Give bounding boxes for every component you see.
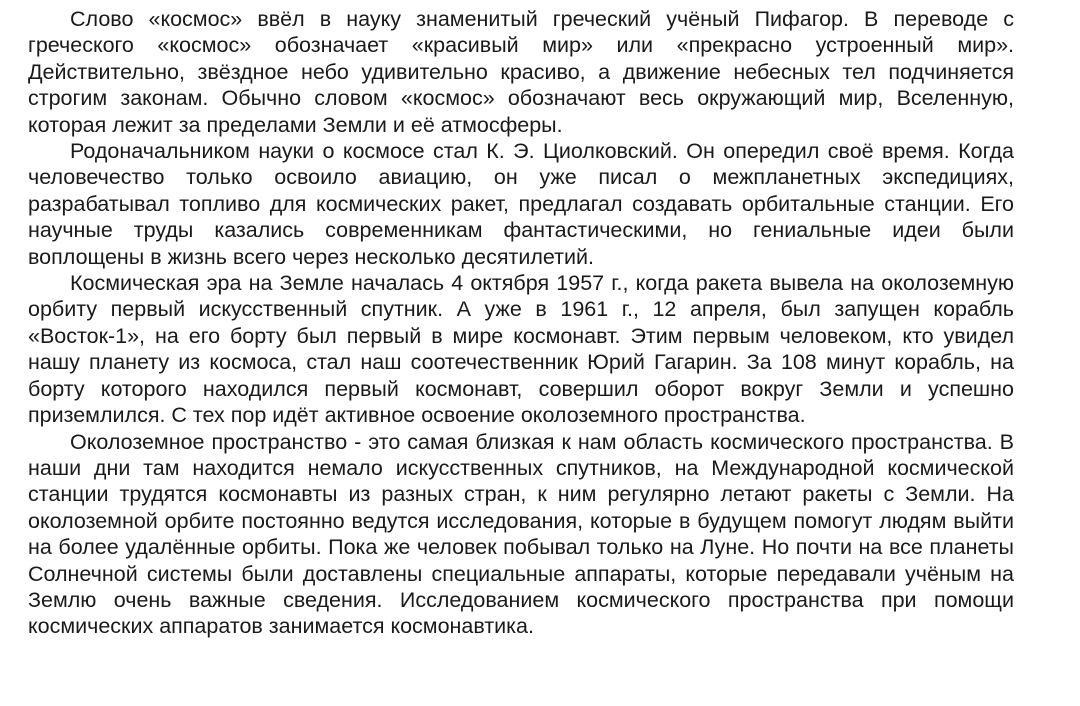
- paragraph-4: Околоземное пространство - это самая близкая к нам область космического пространства. В наши дни там находится немало искусственных спутников, на Международной космической станции трудятся космонавты из разных стран, к ним регулярно летают ракеты с Земли. На околоземной орбите постоянно ведутся исследования, которые в будущем помогут людям выйти на более удалённые орбиты. Пока же человек побывал только на Луне. Но почти на все планеты Солнечной системы были доставлены специальные аппараты, которые передавали учёным на Землю очень важные сведения. Исследованием космического пространства при помощи космических аппаратов занимается космонавтика.: [28, 429, 1014, 639]
- paragraph-3: Космическая эра на Земле началась 4 октября 1957 г., когда ракета вывела на околоземную орбиту первый искусственный спутник. А уже в 1961 г., 12 апреля, был запущен корабль «Восток-1», на его борту был первый в мире космонавт. Этим первым человеком, кто увидел нашу планету из космоса, стал наш соотечественник Юрий Гагарин. За 108 минут корабль, на борту которого находился первый космонавт, совершил оборот вокруг Земли и успешно приземлился. С тех пор идёт активное освоение околоземного пространства.: [28, 271, 1014, 428]
- paragraph-1: Слово «космос» ввёл в науку знаменитый греческий учёный Пифагор. В переводе с греческого «космос» обозначает «красивый мир» или «прекрасно устроенный мир». Действительно, звёздное небо удивительно красиво, а движение небесных тел подчиняется строгим законам. Обычно словом «космос» обозначают весь окружающий мир, Вселенную, которая лежит за пределами Земли и её атмосферы.: [28, 7, 1014, 137]
- paragraph-2: Родоначальником науки о космосе стал К. Э. Циолковский. Он опередил своё время. Когда человечество только освоило авиацию, он уже писал о межпланетных экспедициях, разрабатывал топливо для космических ракет, предлагал создавать орбитальные станции. Его научные труды казались современникам фантастическими, но гениальные идеи были воплощены в жизнь всего через несколько десятилетий.: [28, 139, 1014, 269]
